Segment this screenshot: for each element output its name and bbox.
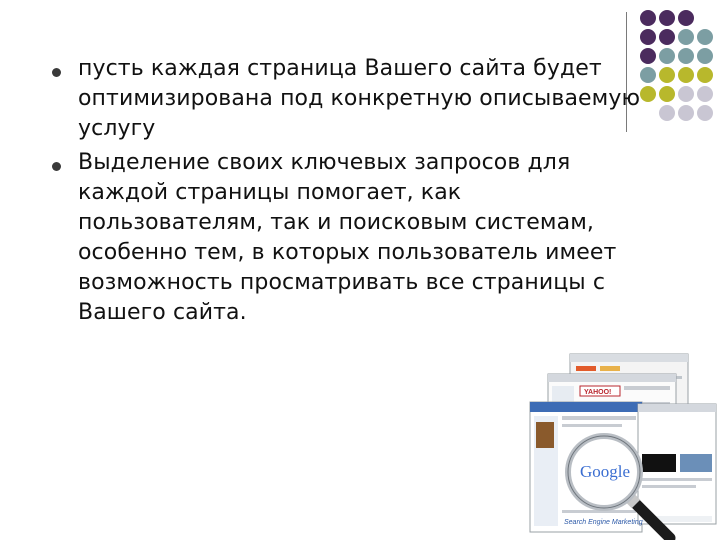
decor-dot bbox=[640, 29, 656, 45]
decor-dot bbox=[659, 10, 675, 26]
seo-illustration bbox=[520, 350, 720, 540]
bullet-text: Выделение своих ключевых запросов для каждой страницы помогает, как пользователям, так и поисковым системам, особенно тем, в которых пользователь имеет возможность просматривать все страницы с Вашего сайта. bbox=[78, 150, 617, 325]
illustration-caption: Search Engine Marketing bbox=[564, 519, 643, 526]
decor-dot bbox=[678, 10, 694, 26]
decor-dot bbox=[678, 67, 694, 83]
google-logo-text: Google bbox=[580, 462, 631, 481]
decor-dot bbox=[678, 105, 694, 121]
decor-dot bbox=[697, 105, 713, 121]
bullet-list bbox=[48, 54, 648, 332]
decor-dot bbox=[678, 29, 694, 45]
webpage-screenshot bbox=[638, 404, 716, 524]
bullet-dot-icon bbox=[52, 162, 61, 171]
bullet-text: пусть каждая страница Вашего сайта будет оптимизирована под конкретную описываемую услугу bbox=[78, 56, 641, 141]
bullet-item bbox=[48, 148, 648, 328]
decor-dot bbox=[697, 29, 713, 45]
decor-dot bbox=[697, 67, 713, 83]
decor-dot bbox=[659, 29, 675, 45]
decor-dot bbox=[659, 86, 675, 102]
decor-dot bbox=[697, 86, 713, 102]
decor-dot bbox=[678, 86, 694, 102]
bullet-item bbox=[48, 54, 648, 144]
decor-dot bbox=[678, 48, 694, 64]
decor-dot bbox=[659, 67, 675, 83]
decor-dot bbox=[659, 105, 675, 121]
decor-dot bbox=[640, 10, 656, 26]
yahoo-logo-text: YAHOO! bbox=[584, 389, 612, 396]
bullet-dot-icon bbox=[52, 68, 61, 77]
decor-dot bbox=[697, 48, 713, 64]
decor-dot bbox=[659, 48, 675, 64]
